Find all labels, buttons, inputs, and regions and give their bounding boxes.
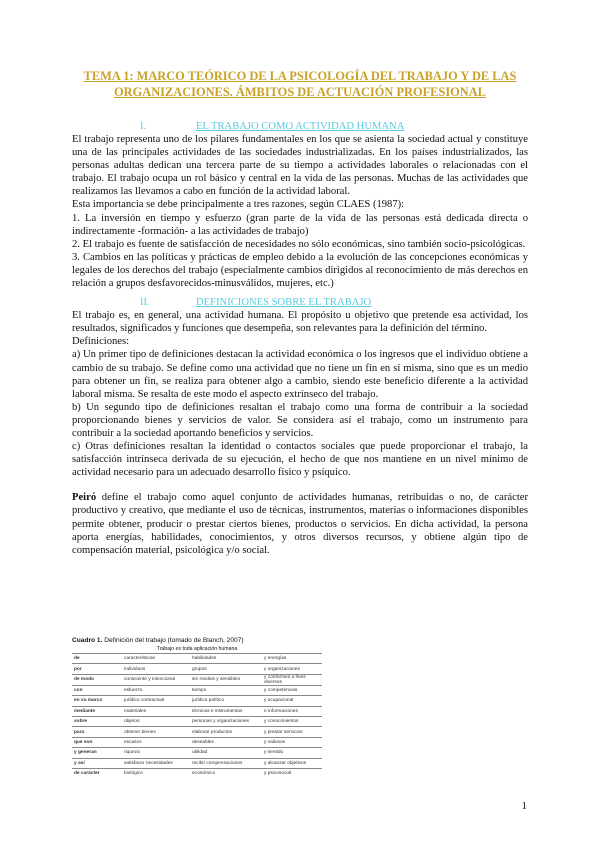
table-cell: de carácter xyxy=(72,768,122,778)
section-1-item-3: 3. Cambios en las políticas y prácticas de empleo debido a la evolución de las concepciones económicas y legales de los derechos del trabajo (especialmente cambios dirigidos al reconocimiento de más derechos en relación a grupos desfavorecidos-minusválidos, mujeres, etc.) xyxy=(72,251,528,290)
table-cell: y así xyxy=(72,758,122,768)
table-cell: para xyxy=(72,727,122,737)
table-cell: habilidades xyxy=(190,654,262,664)
table-cell: esfuerzo xyxy=(122,685,190,695)
page-number: 1 xyxy=(521,800,527,812)
peiro-name: Peiró xyxy=(72,492,97,504)
table-cell: y conformes a fines diversos xyxy=(262,674,322,685)
table-row xyxy=(72,737,322,747)
table-row xyxy=(72,748,322,758)
table-cell: y conocimientos xyxy=(262,716,322,726)
table-row xyxy=(72,706,322,716)
section-1-item-1: 1. La inversión en tiempo y esfuerzo (gran parte de la vida de las personas está dedicada directa o indirectamente -formación- a las actividades de trabajo) xyxy=(72,212,528,237)
table-caption-label: Cuadro 1. xyxy=(72,637,103,644)
table-row xyxy=(72,654,322,664)
table-cell: jurídico contractual xyxy=(122,696,190,706)
table-cell: individuos xyxy=(122,664,190,674)
table-row xyxy=(72,727,322,737)
section-2-number: II. xyxy=(140,297,150,309)
table-row xyxy=(72,685,322,695)
table-caption xyxy=(72,636,322,645)
table-cell: grupos xyxy=(190,664,262,674)
section-1-item-2: 2. El trabajo es fuente de satisfacción de necesidades no sólo económicas, sino también socio-psicológicas. xyxy=(72,238,526,250)
table-cell: e informaciones xyxy=(262,706,322,716)
table-cell: técnicas e instrumentos xyxy=(190,706,262,716)
section-2-title: DEFINICIONES SOBRE EL TRABAJO xyxy=(196,297,372,309)
table-cell: y prestar servicios xyxy=(262,727,322,737)
section-2-definitions-label: Definiciones: xyxy=(72,336,130,348)
table-cell: características xyxy=(122,654,190,664)
definition-table-figure xyxy=(72,636,322,778)
document-page xyxy=(72,68,528,557)
table-cell: materiales xyxy=(122,706,190,716)
table-cell: y energías xyxy=(262,654,322,664)
table-cell: biológico xyxy=(122,768,190,778)
table-cell: y generan xyxy=(72,748,122,758)
table-cell: obtener bienes xyxy=(122,727,190,737)
table-cell: jurídico político xyxy=(190,696,262,706)
table-cell: consciente y intencional xyxy=(122,674,190,685)
table-caption-text: Definición del trabajo (tomado de Blanch, 2007) xyxy=(102,637,244,644)
table-cell: económico xyxy=(190,768,262,778)
table-row xyxy=(72,664,322,674)
table-cell: que son xyxy=(72,737,122,747)
section-2-heading xyxy=(72,296,528,309)
section-2-paragraph-1: El trabajo es, en general, una actividad humana. El propósito u objetivo que pretende esa actividad, los resultados, significados y funciones que desempeña, son relevantes para la definición del término. xyxy=(72,310,528,335)
table-cell: y psicosocial xyxy=(262,768,322,778)
table-cell: objetos xyxy=(122,716,190,726)
table-cell: personas y organizaciones xyxy=(190,716,262,726)
peiro-text: define el trabajo como aquel conjunto de actividades humanas, retribuidas o no, de carácter productivo y creativo, que mediante el uso de técnicas, instrumentos, materias o informaciones disponibles permite obtener, producir o prestar ciertos bienes, productos o servicios. En dicha actividad, la persona aporta energías, habilidades, conocimientos, y otros diversos recursos, y obtiene algún tipo de compensación material, psicológica y/o social. xyxy=(72,492,528,556)
table-cell: sobre xyxy=(72,716,122,726)
section-1-number: I. xyxy=(140,121,147,132)
table-cell: recibir compensaciones xyxy=(190,758,262,768)
table-subheader: Trabajo es toda aplicación humana xyxy=(156,646,238,652)
section-2-definition-b: b) Un segundo tipo de definiciones resaltan el trabajo como una forma de contribuir a la sociedad proporcionando bienes y servicios de valor. Se considera así el trabajo, como un instrumento para contribuir a la sociedad aportando beneficios y servicios. xyxy=(72,401,528,439)
table-cell: por xyxy=(72,664,122,674)
table-row xyxy=(72,716,322,726)
section-1-title: EL TRABAJO COMO ACTIVIDAD HUMANA xyxy=(196,121,405,132)
table-row xyxy=(72,768,322,778)
table-cell: y valiosos xyxy=(262,737,322,747)
table-row xyxy=(72,758,322,768)
table-cell: tiempo xyxy=(190,685,262,695)
table-cell: mediante xyxy=(72,706,122,716)
section-1-heading xyxy=(72,120,528,133)
table-cell: y ocupacional xyxy=(262,696,322,706)
table-cell: y sentido xyxy=(262,748,322,758)
table-cell: en su marco xyxy=(72,696,122,706)
table-cell: y alcanzar objetivos xyxy=(262,758,322,768)
page-title: TEMA 1: MARCO TEÓRICO DE LA PSICOLOGÍA DEL TRABAJO Y DE LAS ORGANIZACIONES. ÁMBITOS DE ACTUACIÓN PROFESIONAL xyxy=(83,69,517,99)
table-cell: escasos xyxy=(122,737,190,747)
table-cell: riqueza xyxy=(122,748,190,758)
table-cell: de modo xyxy=(72,674,122,685)
table-cell: con xyxy=(72,685,122,695)
table-cell: y competencias xyxy=(262,685,322,695)
section-1-paragraph-1: El trabajo representa uno de los pilares fundamentales en los que se asienta la sociedad actual y constituye una de las principales actividades de las sociedades industrializadas. En los países industrializados, las personas adultas dedican una tercera parte de su tiempo a actividades laborales o relacionadas con el trabajo. El trabajo ocupa un rol básico y central en la vida de las personas. Muchas de las actividades que realizamos las llevamos a cabo en función de la actividad laboral. xyxy=(72,134,528,198)
table-cell: elaborar productos xyxy=(190,727,262,737)
table-cell: sin medios y sensibles xyxy=(190,674,262,685)
table-row xyxy=(72,674,322,685)
definition-table xyxy=(72,653,322,778)
table-cell: utilidad xyxy=(190,748,262,758)
section-2-definition-a: a) Un primer tipo de definiciones destacan la actividad económica o los ingresos que el individuo obtiene a cambio de su trabajo. Se define como una actividad que no tiene un fin en sí misma, sino que es un medio para obtener un fin, se realiza para obtener algo a cambio, siendo este beneficio diferente a la actividad laboral misma. Se resalta de este modo el aspecto extrínseco del trabajo. xyxy=(72,349,528,400)
peiro-definition xyxy=(72,491,528,556)
table-cell: y organizaciones xyxy=(262,664,322,674)
table-cell: de xyxy=(72,654,122,664)
table-row xyxy=(72,696,322,706)
table-cell: satisfacer necesidades xyxy=(122,758,190,768)
table-cell: deseables xyxy=(190,737,262,747)
section-2-definition-c: c) Otras definiciones resaltan la identidad o contactos sociales que puede proporcionar el trabajo, la satisfacción intrínseca derivada de su ejecución, el hecho de que nos mantiene en un nivel mínimo de actividad necesario para un adecuado desarrollo físico y psíquico. xyxy=(72,441,528,479)
section-1-paragraph-2: Esta importancia se debe principalmente a tres razones, según CLAES (1987): xyxy=(72,199,405,211)
